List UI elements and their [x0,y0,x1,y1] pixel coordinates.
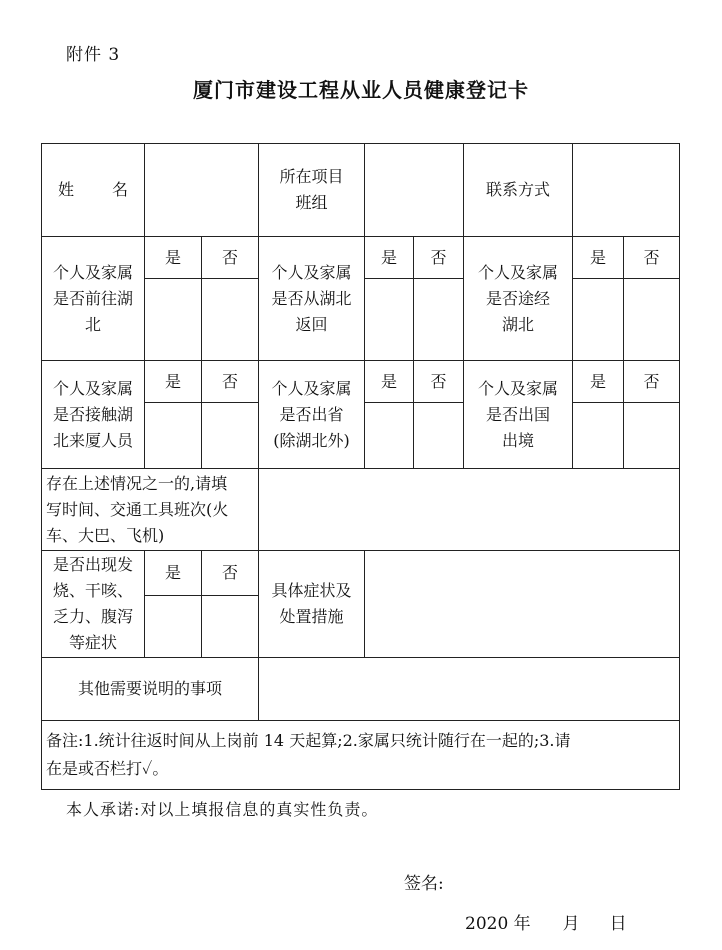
question-pass-hubei: 个人及家属 是否途经 湖北 [464,237,573,361]
no-checkbox-cell[interactable] [202,279,259,361]
yes-header: 是 [573,361,624,403]
contact-label: 联系方式 [464,144,573,237]
no-header: 否 [624,361,680,403]
project-team-field[interactable] [365,144,464,237]
question-leave-province: 个人及家属 是否出省 (除湖北外) [259,361,365,469]
date-day: 日 [609,914,627,934]
date-year: 2020 年 [465,914,531,934]
no-checkbox-cell[interactable] [202,403,259,469]
yes-checkbox-cell[interactable] [365,279,414,361]
no-header: 否 [414,361,464,403]
other-notes-field[interactable] [259,658,680,721]
page-title: 厦门市建设工程从业人员健康登记卡 [193,78,529,102]
signature-label: 签名: [404,874,444,894]
no-header: 否 [202,237,259,279]
name-label: 姓 名 [42,144,145,237]
commitment-statement: 本人承诺:对以上填报信息的真实性负责。 [66,800,379,819]
question-return-hubei: 个人及家属 是否从湖北 返回 [259,237,365,361]
remarks: 备注:1.统计往返时间从上岗前 14 天起算;2.家属只统计随行在一起的;3.请 在是或否栏打✓。 [42,721,680,790]
no-header: 否 [202,361,259,403]
date-line [465,909,627,934]
question-travel-hubei: 个人及家属 是否前往湖 北 [42,237,145,361]
yes-header: 是 [365,237,414,279]
symptom-measures-field[interactable] [365,551,680,658]
attachment-label: 附件 3 [66,45,121,65]
no-checkbox-cell[interactable] [414,279,464,361]
no-checkbox-cell[interactable] [624,403,680,469]
yes-header: 是 [365,361,414,403]
no-header: 否 [624,237,680,279]
yes-header: 是 [573,237,624,279]
date-month: 月 [562,914,580,934]
question-symptoms: 是否出现发 烧、干咳、 乏力、腹泻 等症状 [42,551,145,658]
travel-details-label: 存在上述情况之一的,请填 写时间、交通工具班次(火 车、大巴、飞机) [42,469,259,551]
yes-checkbox-cell[interactable] [145,596,202,658]
contact-field[interactable] [573,144,680,237]
yes-checkbox-cell[interactable] [573,403,624,469]
no-header: 否 [414,237,464,279]
yes-checkbox-cell[interactable] [573,279,624,361]
yes-checkbox-cell[interactable] [145,403,202,469]
yes-checkbox-cell[interactable] [145,279,202,361]
yes-header: 是 [145,361,202,403]
health-registration-table [41,143,680,790]
name-field[interactable] [145,144,259,237]
project-team-label: 所在项目 班组 [259,144,365,237]
other-notes-label: 其他需要说明的事项 [42,658,259,721]
no-checkbox-cell[interactable] [202,596,259,658]
question-contact-hubei-people: 个人及家属 是否接触湖 北来厦人员 [42,361,145,469]
yes-header: 是 [145,237,202,279]
yes-checkbox-cell[interactable] [365,403,414,469]
no-header: 否 [202,551,259,596]
question-leave-country: 个人及家属 是否出国 出境 [464,361,573,469]
no-checkbox-cell[interactable] [624,279,680,361]
travel-details-field[interactable] [259,469,680,551]
symptom-measures-label: 具体症状及 处置措施 [259,551,365,658]
no-checkbox-cell[interactable] [414,403,464,469]
yes-header: 是 [145,551,202,596]
